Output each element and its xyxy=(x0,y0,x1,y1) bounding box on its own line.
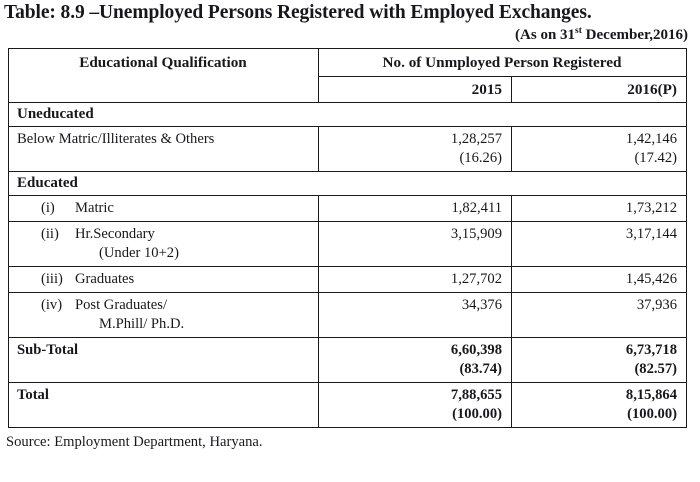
section-heading-row xyxy=(9,172,687,196)
row-value-2016: 1,73,212 xyxy=(625,200,677,216)
subtotal-row xyxy=(9,338,687,383)
row-label-text: Post Graduates/ xyxy=(75,297,168,313)
subtotal-value-2016-number: 6,73,718 xyxy=(625,342,677,358)
header-qualification-label: Educational Qualification xyxy=(79,54,247,71)
subtotal-value-2015-percent: (83.74) xyxy=(459,361,502,377)
row-value-cell-2016 xyxy=(512,293,687,338)
row-value-2015: 3,15,909 xyxy=(450,226,502,242)
row-label-cell xyxy=(9,293,319,338)
header-cell-year-2015 xyxy=(319,77,512,103)
table-row xyxy=(9,267,687,293)
row-roman-numeral: (ii) xyxy=(41,226,59,242)
as-on-date-suffix: December,2016) xyxy=(581,27,688,43)
subtotal-label-cell xyxy=(9,338,319,383)
row-value-cell-2015 xyxy=(319,222,512,267)
section-heading-label: Educated xyxy=(17,175,78,191)
section-heading-label: Uneducated xyxy=(17,106,94,122)
row-value-2016-number: 1,42,146 xyxy=(625,131,677,147)
total-value-cell-2015 xyxy=(319,383,512,428)
table-row xyxy=(9,293,687,338)
row-roman-numeral: (iii) xyxy=(41,271,63,287)
page-title: Table: 8.9 –Unemployed Persons Registered with Employed Exchanges. xyxy=(4,2,592,23)
total-value-2016-number: 8,15,864 xyxy=(625,387,677,403)
total-value-2015 xyxy=(319,383,511,427)
header-year2-label: 2016(P) xyxy=(627,81,677,98)
row-value-2015-percent: (16.26) xyxy=(459,150,502,166)
row-value-2016 xyxy=(512,127,686,171)
subtotal-value-2016 xyxy=(512,338,686,382)
section-heading-row xyxy=(9,103,687,127)
header-year1-label: 2015 xyxy=(471,81,502,98)
row-label-text-line2: M.Phill/ Ph.D. xyxy=(99,316,185,332)
subtotal-value-2015 xyxy=(319,338,511,382)
row-label-cell xyxy=(9,222,319,267)
row-value-2016-percent: (17.42) xyxy=(634,150,677,166)
table-container xyxy=(0,44,700,428)
row-label xyxy=(9,293,318,337)
ordinal-suffix: st xyxy=(575,26,582,36)
row-label xyxy=(9,196,318,221)
total-label-cell xyxy=(9,383,319,428)
row-value-cell-2015 xyxy=(319,267,512,293)
section-heading-cell-uneducated xyxy=(9,103,687,127)
total-row xyxy=(9,383,687,428)
row-value-2015-number: 1,28,257 xyxy=(450,131,502,147)
row-value-2015: 34,376 xyxy=(461,297,502,313)
row-value-cell-2016 xyxy=(512,222,687,267)
row-value-2015 xyxy=(319,127,511,171)
row-value-cell-2016 xyxy=(512,127,687,172)
row-label-text: Hr.Secondary xyxy=(75,226,155,242)
subtotal-value-cell-2015 xyxy=(319,338,512,383)
row-roman-numeral: (iv) xyxy=(41,297,63,313)
row-label xyxy=(9,267,318,292)
total-value-2016-percent: (100.00) xyxy=(627,406,677,422)
row-value-2015: 1,82,411 xyxy=(451,200,502,216)
subtotal-value-2016-percent: (82.57) xyxy=(634,361,677,377)
header-cell-qualification xyxy=(9,49,319,103)
row-label-cell xyxy=(9,196,319,222)
row-label-text: Graduates xyxy=(75,271,135,287)
unemployed-persons-table xyxy=(8,48,687,428)
row-value-cell-2015 xyxy=(319,293,512,338)
table-row xyxy=(9,222,687,267)
subtotal-value-2015-number: 6,60,398 xyxy=(450,342,502,358)
row-value-2016: 1,45,426 xyxy=(625,271,677,287)
section-heading-cell-educated xyxy=(9,172,687,196)
total-value-cell-2016 xyxy=(512,383,687,428)
table-row xyxy=(9,196,687,222)
row-value-cell-2016 xyxy=(512,267,687,293)
row-label-text: Matric xyxy=(75,200,114,216)
row-value-2016: 37,936 xyxy=(636,297,677,313)
row-label-text-line2: (Under 10+2) xyxy=(99,245,179,261)
row-roman-numeral: (i) xyxy=(41,200,55,216)
subtotal-label: Sub-Total xyxy=(17,342,79,358)
subtotal-value-cell-2016 xyxy=(512,338,687,383)
header-cell-year-2016 xyxy=(512,77,687,103)
header-measure-label: No. of Unmployed Person Registered xyxy=(382,54,622,71)
row-label-cell xyxy=(9,127,319,172)
header-cell-measure xyxy=(319,49,687,77)
row-label: Below Matric/Illiterates & Others xyxy=(17,131,215,147)
as-on-date-note xyxy=(0,24,700,44)
table-row xyxy=(9,127,687,172)
row-value-2015: 1,27,702 xyxy=(450,271,502,287)
row-value-cell-2015 xyxy=(319,127,512,172)
source-note: Source: Employment Department, Haryana. xyxy=(6,434,263,450)
row-value-2016: 3,17,144 xyxy=(625,226,677,242)
total-value-2016 xyxy=(512,383,686,427)
row-label xyxy=(9,222,318,266)
table-header-row-main xyxy=(9,49,687,77)
row-value-cell-2016 xyxy=(512,196,687,222)
total-value-2015-number: 7,88,655 xyxy=(450,387,502,403)
as-on-date-prefix: (As on 31 xyxy=(515,27,576,43)
row-label-cell xyxy=(9,267,319,293)
total-label: Total xyxy=(17,387,49,403)
row-value-cell-2015 xyxy=(319,196,512,222)
total-value-2015-percent: (100.00) xyxy=(452,406,502,422)
